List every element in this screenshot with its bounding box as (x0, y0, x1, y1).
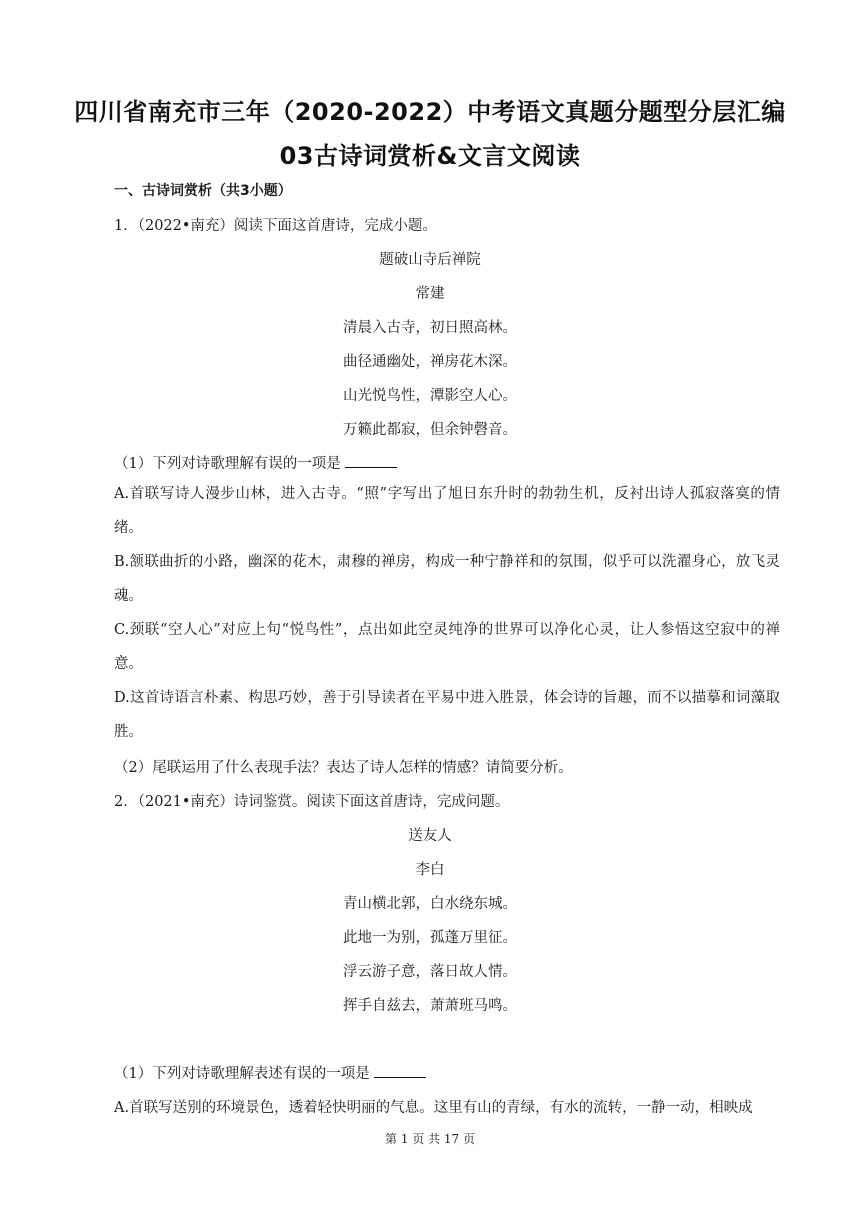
answer-blank[interactable] (374, 1063, 426, 1078)
answer-blank[interactable] (345, 453, 397, 468)
doc-title-line1: 四川省南充市三年（2020-2022）中考语文真题分题型分层汇编 (74, 98, 786, 126)
poem-2-line: 挥手自兹去，萧萧班马鸣。 (343, 998, 517, 1014)
poem-1-line: 曲径通幽处，禅房花木深。 (343, 354, 517, 370)
poem-2-line: 此地一为别，孤蓬万里征。 (343, 930, 517, 946)
question-2-stem: 2．（2021•南充）诗词鉴赏。阅读下面这首唐诗，完成问题。 (114, 794, 510, 810)
poem-2-line: 浮云游子意，落日故人情。 (343, 964, 517, 980)
poem-1-line: 清晨入古寺，初日照高林。 (343, 320, 517, 336)
poem-1-title: 题破山寺后禅院 (379, 252, 481, 268)
page-footer: 第 1 页 共 17 页 (385, 1132, 475, 1146)
option-a: A.首联写送别的环境景色，透着轻快明丽的气息。这里有山的青绿，有水的流转，一静一动，相映成 (114, 1100, 753, 1116)
question-1-stem: 1．（2022•南充）阅读下面这首唐诗，完成小题。 (114, 218, 437, 234)
question-1-sub2: （2）尾联运用了什么表现手法？表达了诗人怎样的情感？请简要分析。 (114, 760, 573, 776)
question-2-sub1 (114, 1062, 426, 1083)
option-d: D.这首诗语言朴素、构思巧妙，善于引导读者在平易中进入胜景，体会诗的旨趣，而不以描摹和词藻取胜。 (114, 690, 780, 740)
doc-title-line2: 03古诗词赏析&文言文阅读 (279, 142, 581, 170)
poem-2-title: 送友人 (408, 828, 452, 844)
option-b: B.颔联曲折的小路，幽深的花木，肃穆的禅房，构成一种宁静祥和的氛围，似乎可以洗濯身心，放飞灵魂。 (114, 554, 780, 604)
question-1-sub1 (114, 452, 397, 473)
section-heading: 一、古诗词赏析（共3小题） (114, 183, 292, 199)
option-c: C.颈联“空人心”对应上句“悦鸟性”，点出如此空灵纯净的世界可以净化心灵，让人参悟这空寂中的禅意。 (114, 622, 780, 672)
poem-1-author: 常建 (415, 286, 445, 302)
poem-2-line: 青山横北郭，白水绕东城。 (343, 896, 517, 912)
poem-1-line: 山光悦鸟性，潭影空人心。 (343, 388, 517, 404)
sub-question-text: （1）下列对诗歌理解表述有误的一项是 (114, 1066, 370, 1082)
option-a: A.首联写诗人漫步山林，进入古寺。“照”字写出了旭日东升时的勃勃生机，反衬出诗人孤寂落寞的情绪。 (114, 486, 780, 536)
sub-question-text: （1）下列对诗歌理解有误的一项是 (114, 456, 341, 472)
poem-1-line: 万籁此都寂，但余钟磬音。 (343, 422, 517, 438)
poem-2-author: 李白 (415, 862, 445, 878)
